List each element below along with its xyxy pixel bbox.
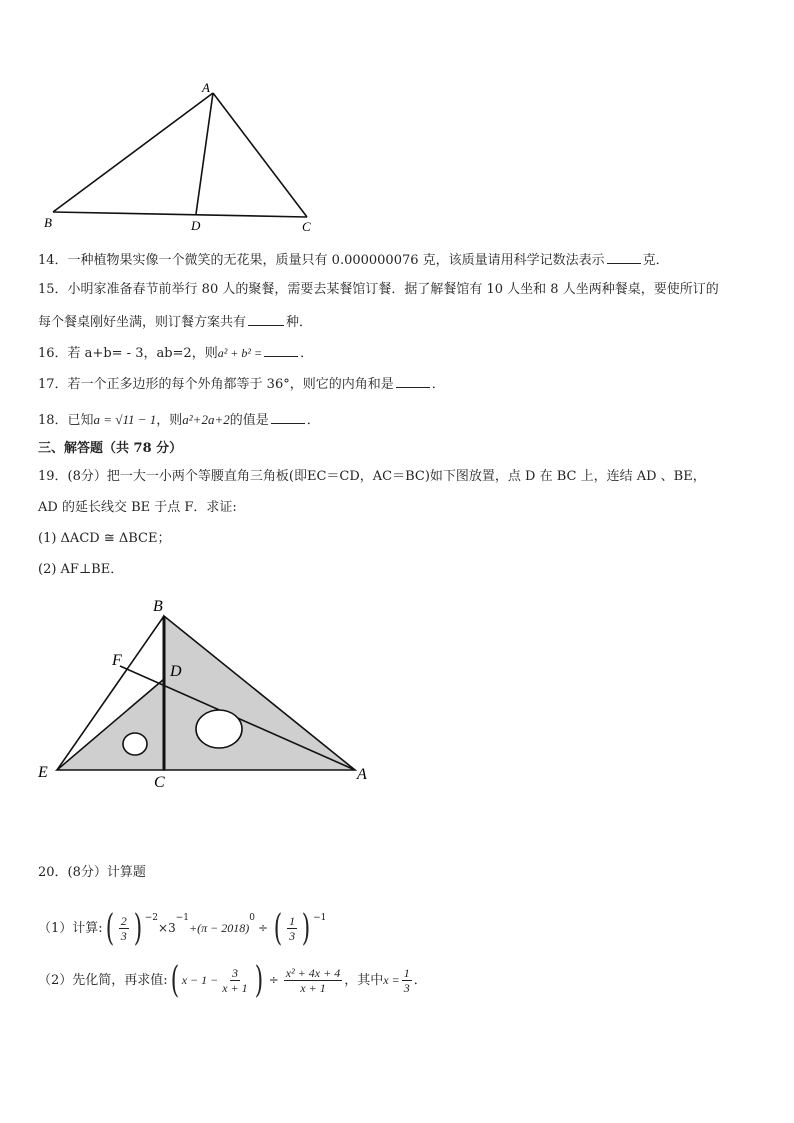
- fraction-numerator: 3: [231, 966, 238, 980]
- q15-prefix: 每个餐桌刚好坐满，则订餐方案共有: [38, 315, 247, 330]
- x-minus-1: x − 1 −: [181, 973, 219, 987]
- triangle-figure-2: [32, 592, 382, 802]
- exponent: −1: [313, 913, 327, 923]
- fraction-numerator: 2: [120, 914, 127, 928]
- exponent: −2: [144, 913, 159, 923]
- fraction-denominator: x + 1: [222, 981, 248, 995]
- segment-bc: [53, 212, 307, 217]
- q18-suffix: 的值是: [229, 413, 269, 428]
- hole-large: [196, 710, 242, 748]
- q14-suffix: 克．: [642, 253, 669, 268]
- q14-text: 14．一种植物果实像一个微笑的无花果，质量只有 0.000000076 克，该质量请用科学记数法表示: [38, 253, 605, 268]
- question-20-part-2: [38, 958, 427, 1004]
- q15-answer-blank[interactable]: [248, 312, 284, 326]
- q20-p1-label: （1）计算:: [38, 921, 103, 936]
- label-b: B: [44, 215, 52, 230]
- right-paren: ): [301, 907, 311, 949]
- question-19-part-2: (2) AF⊥BE．: [38, 562, 124, 577]
- exponent: 0: [249, 913, 255, 923]
- label-e: E: [38, 764, 48, 781]
- exponent: −1: [175, 913, 190, 923]
- q18-answer-blank[interactable]: [271, 410, 305, 424]
- q17-answer-blank[interactable]: [396, 374, 430, 388]
- question-19-line-2: AD 的延长线交 BE 于点 F．求证:: [38, 500, 237, 515]
- period: ．: [413, 973, 427, 988]
- q18-expression-b: a²+2a+2: [182, 412, 230, 427]
- label-b: B: [153, 598, 163, 615]
- question-19-part-1: (1) ΔACD ≅ ΔBCE；: [38, 531, 171, 546]
- q16-suffix: ．: [300, 346, 314, 361]
- q16-prefix: 16．若 a+b= - 3，ab=2，则: [38, 346, 218, 361]
- label-d: D: [170, 663, 182, 680]
- triangle-figure-1: [36, 78, 326, 238]
- segment-ac: [213, 93, 307, 217]
- fraction-numerator: 1: [403, 966, 410, 980]
- divide-sign: ÷: [268, 973, 279, 987]
- fraction-1-3: [402, 966, 412, 995]
- fraction-3-over-x-plus-1: [220, 966, 249, 995]
- x-equals: x =: [383, 973, 400, 987]
- segment-ad: [196, 93, 213, 214]
- question-20-part-1: [38, 896, 327, 949]
- divide-sign: ÷: [257, 921, 269, 935]
- triangle-bca-shaded: [164, 616, 355, 770]
- q15-suffix: 种．: [286, 315, 313, 330]
- label-a: A: [357, 766, 367, 783]
- right-paren: ): [254, 959, 263, 1001]
- q20-p2-label: （2）先化简，再求值:: [38, 973, 168, 988]
- fraction-denominator: 3: [289, 929, 296, 943]
- q17-suffix: ．: [431, 377, 445, 392]
- fraction-denominator: x + 1: [300, 981, 326, 995]
- left-paren: (: [105, 907, 114, 949]
- hole-small: [123, 733, 147, 755]
- segment-ab: [53, 93, 213, 212]
- q16-answer-blank[interactable]: [264, 343, 298, 357]
- q14-answer-blank[interactable]: [607, 250, 641, 264]
- label-c: C: [302, 219, 311, 234]
- question-20-title: 20．(8分）计算题: [38, 865, 146, 880]
- times-3: ×3: [158, 921, 176, 935]
- fraction-denominator: 3: [120, 929, 127, 943]
- label-f: F: [112, 652, 122, 669]
- question-15-line-1: 15．小明家准备春节前举行 80 人的聚餐，需要去某餐馆订餐．据了解餐馆有 10 人坐和 8 人坐两种餐桌，要使所订的: [38, 282, 719, 297]
- label-a: A: [202, 80, 210, 95]
- label-c: C: [154, 774, 165, 791]
- left-paren: (: [170, 959, 179, 1001]
- fraction-denominator: 3: [403, 981, 410, 995]
- q16-expression: a² + b² =: [217, 346, 263, 360]
- q17-prefix: 17．若一个正多边形的每个外角都等于 36°，则它的内角和是: [38, 377, 394, 392]
- question-17: [38, 374, 445, 394]
- question-18: [38, 410, 320, 430]
- where-text: ，其中: [344, 973, 384, 988]
- q18-end: ．: [306, 413, 320, 428]
- question-16: [38, 343, 313, 363]
- question-19-line-1: 19．(8分）把一大一小两个等腰直角三角板(即EC＝CD，AC＝BC)如下图放置，点 D 在 BC 上，连结 AD 、BE，: [38, 469, 706, 484]
- question-15-line-2: [38, 312, 312, 332]
- section-3-heading: 三、解答题（共 78 分）: [38, 441, 183, 456]
- pi-term: +(π − 2018): [189, 921, 250, 935]
- fraction-1-3: [287, 914, 297, 943]
- left-paren: (: [273, 907, 283, 949]
- q18-prefix: 18．已知: [38, 413, 94, 428]
- fraction-2-3: [119, 914, 129, 943]
- fraction-numerator: 1: [289, 914, 296, 928]
- question-14: [38, 250, 669, 270]
- q18-expression-a: a = √11 − 1: [93, 412, 157, 427]
- fraction-numerator: x² + 4x + 4: [285, 966, 341, 980]
- q18-mid: ，则: [156, 413, 183, 428]
- fraction-quadratic: [284, 966, 342, 995]
- right-paren: ): [133, 907, 142, 949]
- label-d: D: [191, 218, 201, 233]
